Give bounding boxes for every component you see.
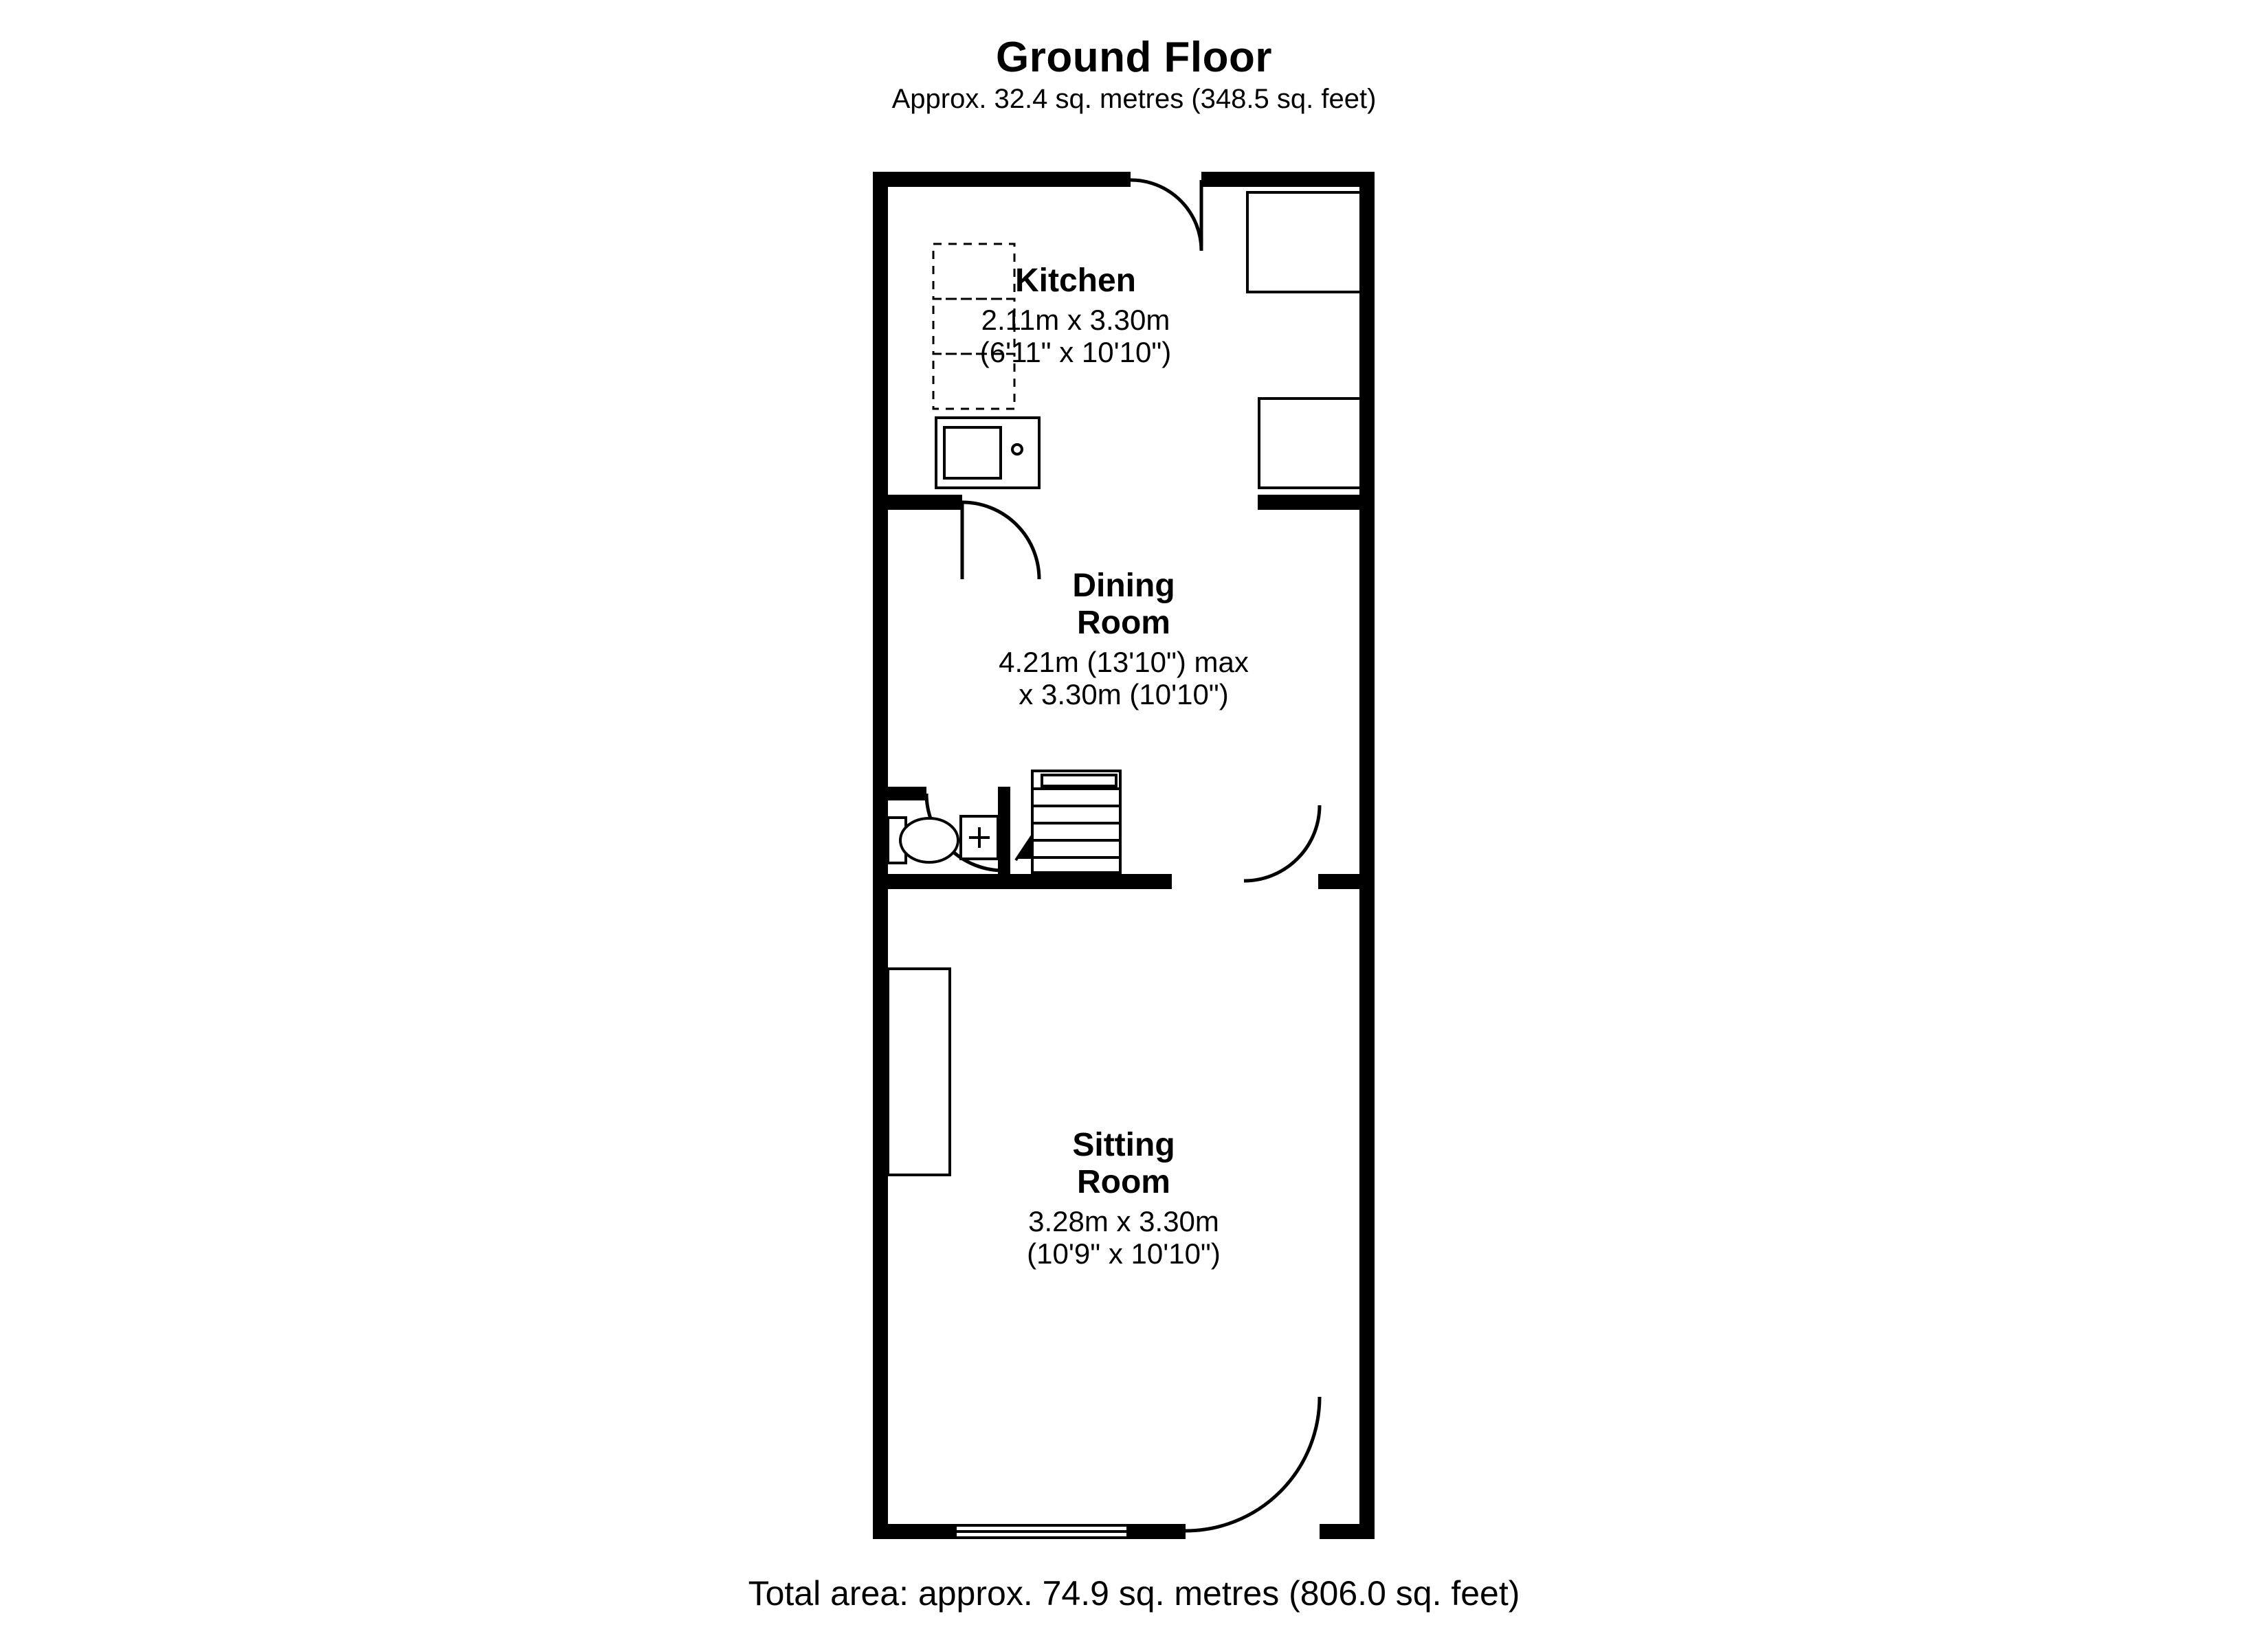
room-name-dining-line2: Room [1077,604,1170,641]
kitchen-sink [936,418,1039,488]
room-dim-imperial-sitting: (10'9" x 10'10") [1027,1237,1221,1270]
room-dim-imperial-dining: x 3.30m (10'10") [1019,677,1229,710]
door-kitchen-top [1131,180,1201,251]
door-hall-sitting [1170,805,1320,881]
floorplan-drawing [873,172,1375,1539]
stairs [1032,771,1120,873]
total-area-text: Total area: approx. 74.9 sq. metres (806.0 sq. feet) [748,1574,1520,1613]
wc-basin [961,816,998,859]
room-dim-imperial-kitchen: (6'11" x 10'10") [979,335,1172,368]
stairs-arrow [1016,835,1032,860]
door-front-entrance [1186,1397,1320,1531]
kitchen-units-right [1247,192,1361,488]
room-name-sitting-line1: Sitting [1072,1127,1175,1163]
room-dim-metric-kitchen: 2.11m x 3.30m [981,303,1170,336]
floor-area-subtitle: Approx. 32.4 sq. metres (348.5 sq. feet) [891,84,1377,114]
room-name-sitting-line2: Room [1077,1163,1170,1200]
room-name-kitchen: Kitchen [1014,262,1136,299]
page-title: Ground Floor [995,34,1273,81]
room-dim-metric-dining: 4.21m (13'10") max [999,645,1249,678]
room-dim-metric-sitting: 3.28m x 3.30m [1028,1204,1219,1237]
wc-toilet [888,818,958,863]
room-label-kitchen [914,262,1237,368]
room-label-sitting [887,1127,1361,1270]
room-label-dining [887,568,1361,710]
room-name-dining-line1: Dining [1072,568,1175,604]
fixtures-overlay [873,172,1375,1539]
